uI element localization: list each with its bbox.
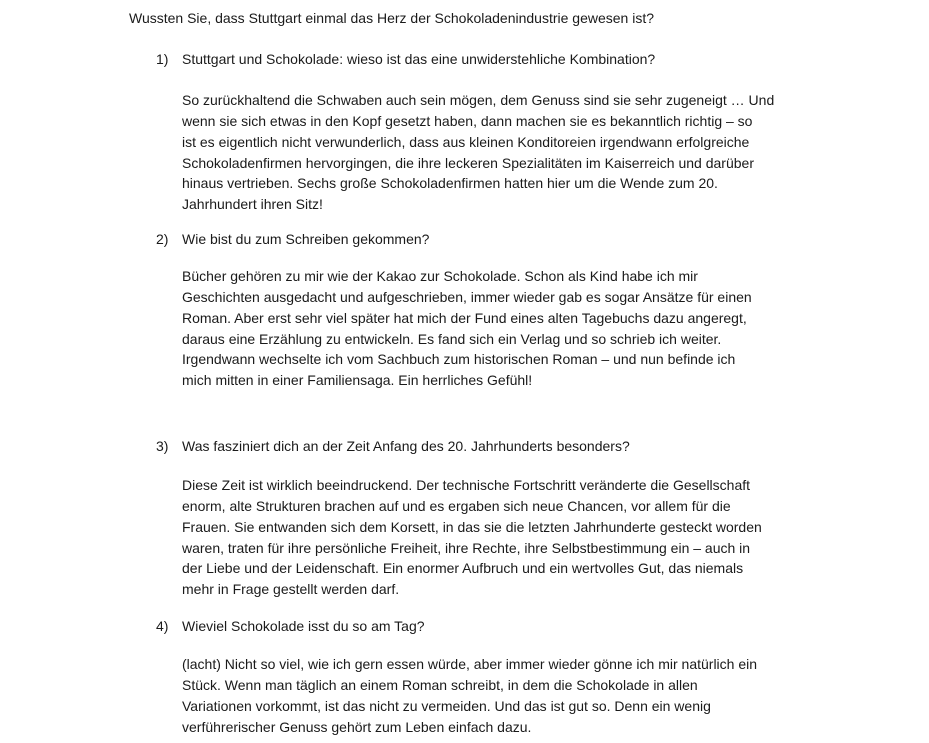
answer-line: der Liebe und der Leidenschaft. Ein enormer Aufbruch und ein wertvolles Gut, das niemals xyxy=(182,560,744,577)
answer-line: ist es eigentlich nicht verwunderlich, dass aus kleinen Konditoreien irgendwann erfolgreiche xyxy=(182,133,750,150)
answer-line: hinaus vertrieben. Sechs große Schokoladenfirmen hatten hier um die Wende zum 20. xyxy=(182,175,718,192)
answer-line: So zurückhaltend die Schwaben auch sein mögen, dem Genuss sind sie sehr zugeneigt … Und xyxy=(182,92,775,108)
question-number: 1) xyxy=(156,51,169,67)
answer-paragraph xyxy=(182,475,762,600)
answer-line: Bücher gehören zu mir wie der Kakao zur Schokolade. Schon als Kind habe ich mir xyxy=(182,268,698,284)
answer-line: Geschichten ausgedacht und aufgeschrieben, immer wieder gab es sogar Ansätze für einen xyxy=(182,288,752,305)
answer-line: Diese Zeit ist wirklich beeindruckend. Der technische Fortschritt veränderte die Gesellschaft xyxy=(182,477,751,493)
answer-line: waren, traten für ihre persönliche Freiheit, ihre Rechte, ihre Selbstbestimmung ein – auch in xyxy=(182,539,751,556)
answer-line: Irgendwann wechselte ich vom Sachbuch zum historischen Roman – und nun befinde ich xyxy=(182,351,736,368)
question-heading: Wieviel Schokolade isst du so am Tag? xyxy=(182,618,425,634)
question-number: 4) xyxy=(156,618,169,634)
answer-line: Stück. Wenn man täglich an einem Roman schreibt, in dem die Schokolade in allen xyxy=(182,676,698,693)
answer-line: wenn sie sich etwas in den Kopf gesetzt haben, dann machen sie es bekanntlich richtig – so xyxy=(182,112,753,129)
answer-line: daraus eine Erzählung zu entwickeln. Es fand sich ein Verlag und so schrieb ich weiter. xyxy=(182,330,722,347)
answer-paragraph xyxy=(182,266,752,391)
question-number: 2) xyxy=(156,231,169,247)
answer-line: Variationen vorkommt, ist das nicht zu vermeiden. Und das ist gut so. Denn ein wenig xyxy=(182,697,711,714)
answer-line: mich mitten in einer Familiensaga. Ein herrliches Gefühl! xyxy=(182,372,533,389)
answer-line: Frauen. Sie entwanden sich dem Korsett, in das sie die letzten Jahrhunderte gesteckt worden xyxy=(182,518,762,535)
answer-line: Schokoladenfirmen hervorgingen, die ihre leckeren Spezialitäten im Kaiserreich und darüber xyxy=(182,154,754,171)
answer-line: Roman. Aber erst sehr viel später hat mich der Fund eines alten Tagebuchs dazu angeregt, xyxy=(182,309,747,326)
answer-line: verführerischer Genuss gehört zum Leben einfach dazu. xyxy=(182,718,532,735)
question-heading: Was fasziniert dich an der Zeit Anfang des 20. Jahrhunderts besonders? xyxy=(182,438,630,454)
answer-paragraph xyxy=(182,90,774,215)
question-heading: Stuttgart und Schokolade: wieso ist das eine unwiderstehliche Kombination? xyxy=(182,51,656,67)
answer-line: enorm, alte Strukturen brachen auf und es ergaben sich neue Chancen, vor allem für die xyxy=(182,497,731,514)
answer-paragraph xyxy=(182,654,757,737)
answer-line: mehr in Frage gestellt werden darf. xyxy=(182,581,400,598)
answer-line: Jahrhundert ihren Sitz! xyxy=(182,196,323,213)
page-title: Wussten Sie, dass Stuttgart einmal das Herz der Schokoladenindustrie gewesen ist? xyxy=(129,10,655,26)
question-number: 3) xyxy=(156,438,169,454)
question-heading: Wie bist du zum Schreiben gekommen? xyxy=(182,231,430,247)
answer-line: (lacht) Nicht so viel, wie ich gern essen würde, aber immer wieder gönne ich mir natürlich ein xyxy=(182,656,758,672)
